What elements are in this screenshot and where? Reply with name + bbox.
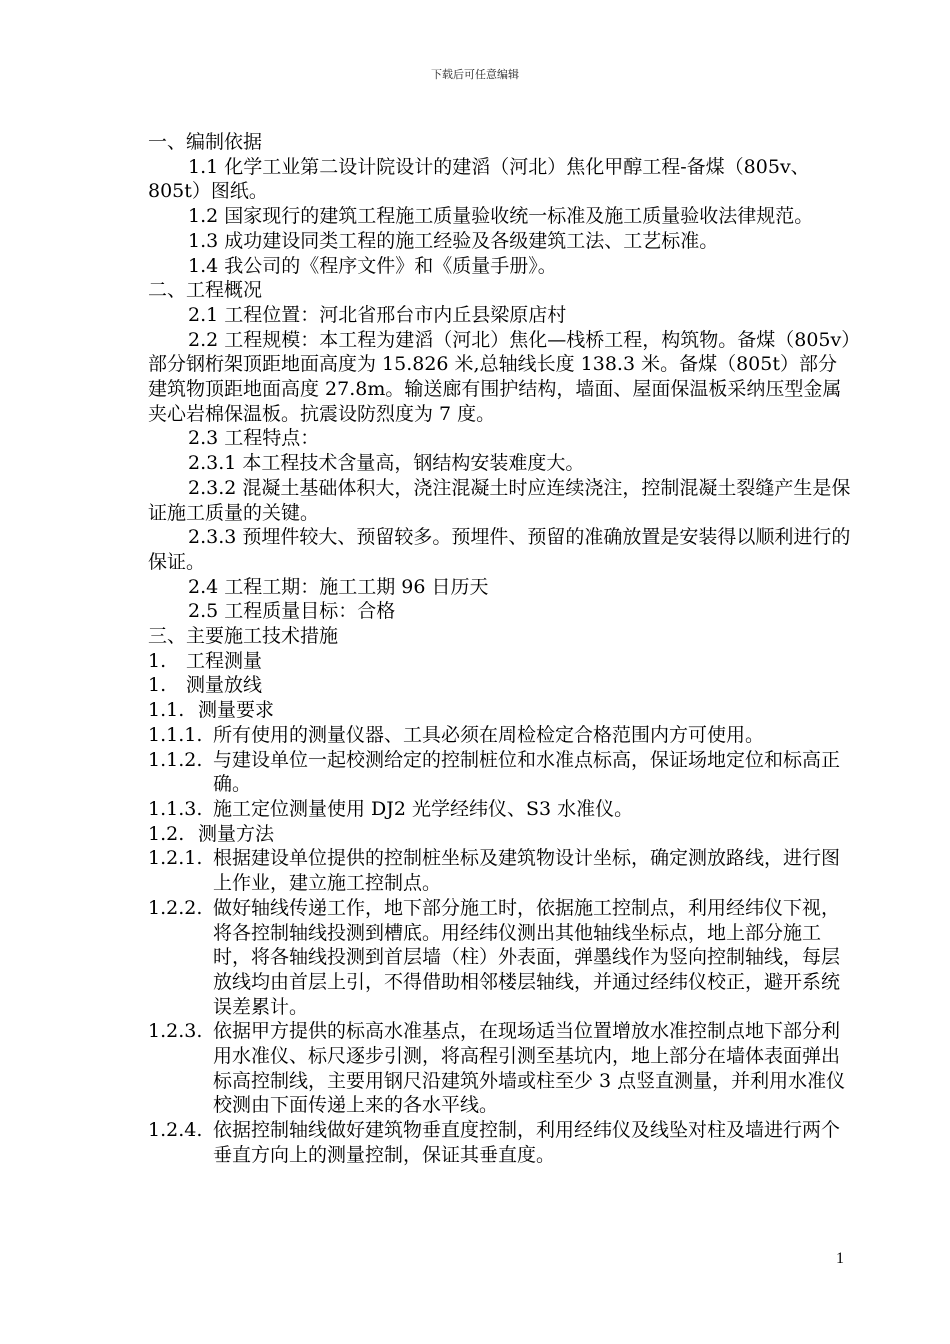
paragraph-number: 1.2. bbox=[148, 822, 185, 845]
paragraph-number: 1.2.4. bbox=[148, 1119, 203, 1142]
paragraph-text: 依据甲方提供的标高水准基点，在现场适当位置增放水准控制点地下部分利用水准仪、标尺逐步引测，将高程引测至基坑内，地上部分在墙体表面弹出标高控制线，主要用钢尺沿建筑外墙或柱至少 3 点竖直测量，并利用水准仪校测由下面传递上来的各水平线。 bbox=[213, 1020, 846, 1117]
paragraph-text: 工程测量 bbox=[186, 649, 263, 672]
paragraph: 2.3 工程特点： bbox=[188, 427, 320, 450]
paragraph: 2.1 工程位置：河北省邢台市内丘县梁原店村 bbox=[188, 303, 567, 326]
paragraph: 1.2 国家现行的建筑工程施工质量验收统一标准及施工质量验收法律规范。 bbox=[188, 205, 814, 228]
page-number: 1 bbox=[836, 1250, 844, 1267]
paragraph-number: 1.1. bbox=[148, 699, 185, 722]
paragraph-number: 1.2.3. bbox=[148, 1020, 203, 1043]
numbered-paragraph bbox=[148, 649, 853, 674]
paragraph-text: 根据建设单位提供的控制桩坐标及建筑物设计坐标，确定测放路线，进行图上作业，建立施工控制点。 bbox=[213, 847, 841, 895]
paragraph-text: 所有使用的测量仪器、工具必须在周检检定合格范围内方可使用。 bbox=[213, 723, 765, 746]
paragraph: 1.1 化学工业第二设计院设计的建滔（河北）焦化甲醇工程-备煤（805v、805t）图纸。 bbox=[148, 155, 810, 203]
paragraph-text: 施工定位测量使用 DJ2 光学经纬仪、S3 水准仪。 bbox=[213, 797, 634, 820]
paragraph-text: 测量要求 bbox=[198, 699, 275, 722]
paragraph-number: 1.1.2. bbox=[148, 748, 203, 771]
paragraph: 2.4 工程工期：施工工期 96 日历天 bbox=[188, 575, 489, 598]
paragraph-number: 1.1.3. bbox=[148, 797, 203, 820]
numbered-paragraph bbox=[148, 822, 853, 847]
section-heading: 一、编制依据 bbox=[148, 131, 263, 153]
section-heading: 三、主要施工技术措施 bbox=[148, 625, 339, 648]
paragraph: 2.5 工程质量目标：合格 bbox=[188, 600, 396, 623]
paragraph-text: 做好轴线传递工作，地下部分施工时，依据施工控制点，利用经纬仪下视，将各控制轴线投测到槽底。用经纬仪测出其他轴线坐标点，地上部分施工时，将各轴线投测到首层墙（柱）外表面，弹墨线作为竖向控制轴线，每层放线均由首层上引，不得借助相邻楼层轴线，并通过经纬仪校正，避开系统误差累计。 bbox=[213, 896, 841, 1018]
paragraph-text: 与建设单位一起校测给定的控制桩位和水准点标高，保证场地定位和标高正确。 bbox=[213, 748, 841, 796]
paragraph: 2.3.2 混凝土基础体积大，浇注混凝土时应连续浇注，控制混凝土裂缝产生是保证施工质量的关键。 bbox=[148, 476, 851, 524]
paragraph-text: 依据控制轴线做好建筑物垂直度控制，利用经纬仪及线坠对柱及墙进行两个垂直方向上的测量控制，保证其垂直度。 bbox=[213, 1119, 841, 1166]
paragraph: 1.3 成功建设同类工程的施工经验及各级建筑工法、工艺标准。 bbox=[188, 229, 719, 252]
numbered-paragraph bbox=[148, 698, 853, 723]
paragraph: 2.3.1 本工程技术含量高，钢结构安装难度大。 bbox=[188, 452, 585, 475]
numbered-paragraph bbox=[148, 846, 853, 895]
paragraph-number: 1.1.1. bbox=[148, 723, 203, 746]
paragraph-text: 测量方法 bbox=[198, 822, 275, 845]
section-heading: 二、工程概况 bbox=[148, 279, 263, 302]
paragraph-number: 1. bbox=[148, 649, 167, 672]
paragraph-text: 测量放线 bbox=[186, 674, 263, 697]
paragraph-number: 1.2.2. bbox=[148, 896, 203, 919]
numbered-paragraph bbox=[148, 896, 853, 1020]
numbered-paragraph bbox=[148, 797, 853, 822]
paragraph-number: 1. bbox=[148, 674, 167, 697]
page-header: 下载后可任意编辑 bbox=[431, 68, 519, 81]
paragraph-number: 1.2.1. bbox=[148, 847, 203, 870]
numbered-paragraph bbox=[148, 723, 853, 748]
paragraph: 2.3.3 预埋件较大、预留较多。预埋件、预留的准确放置是安装得以顺利进行的保证。 bbox=[148, 526, 851, 573]
numbered-paragraph bbox=[148, 748, 853, 797]
paragraph: 1.4 我公司的《程序文件》和《质量手册》。 bbox=[188, 254, 557, 277]
numbered-paragraph bbox=[148, 1019, 853, 1118]
numbered-paragraph bbox=[148, 1118, 853, 1167]
paragraph: 2.2 工程规模：本工程为建滔（河北）焦化—栈桥工程，构筑物。备煤（805v）部分钢桁架顶距地面高度为 15.826 米,总轴线长度 138.3 米。备煤（805t）部分建筑物顶距地面高度 27.8m。输送廊有围护结构，墙面、屋面保温板采纳压型金属夹心岩棉保温板。抗震设防烈度为 7 度。 bbox=[148, 328, 851, 425]
document-body bbox=[148, 130, 853, 1168]
numbered-paragraph bbox=[148, 673, 853, 698]
